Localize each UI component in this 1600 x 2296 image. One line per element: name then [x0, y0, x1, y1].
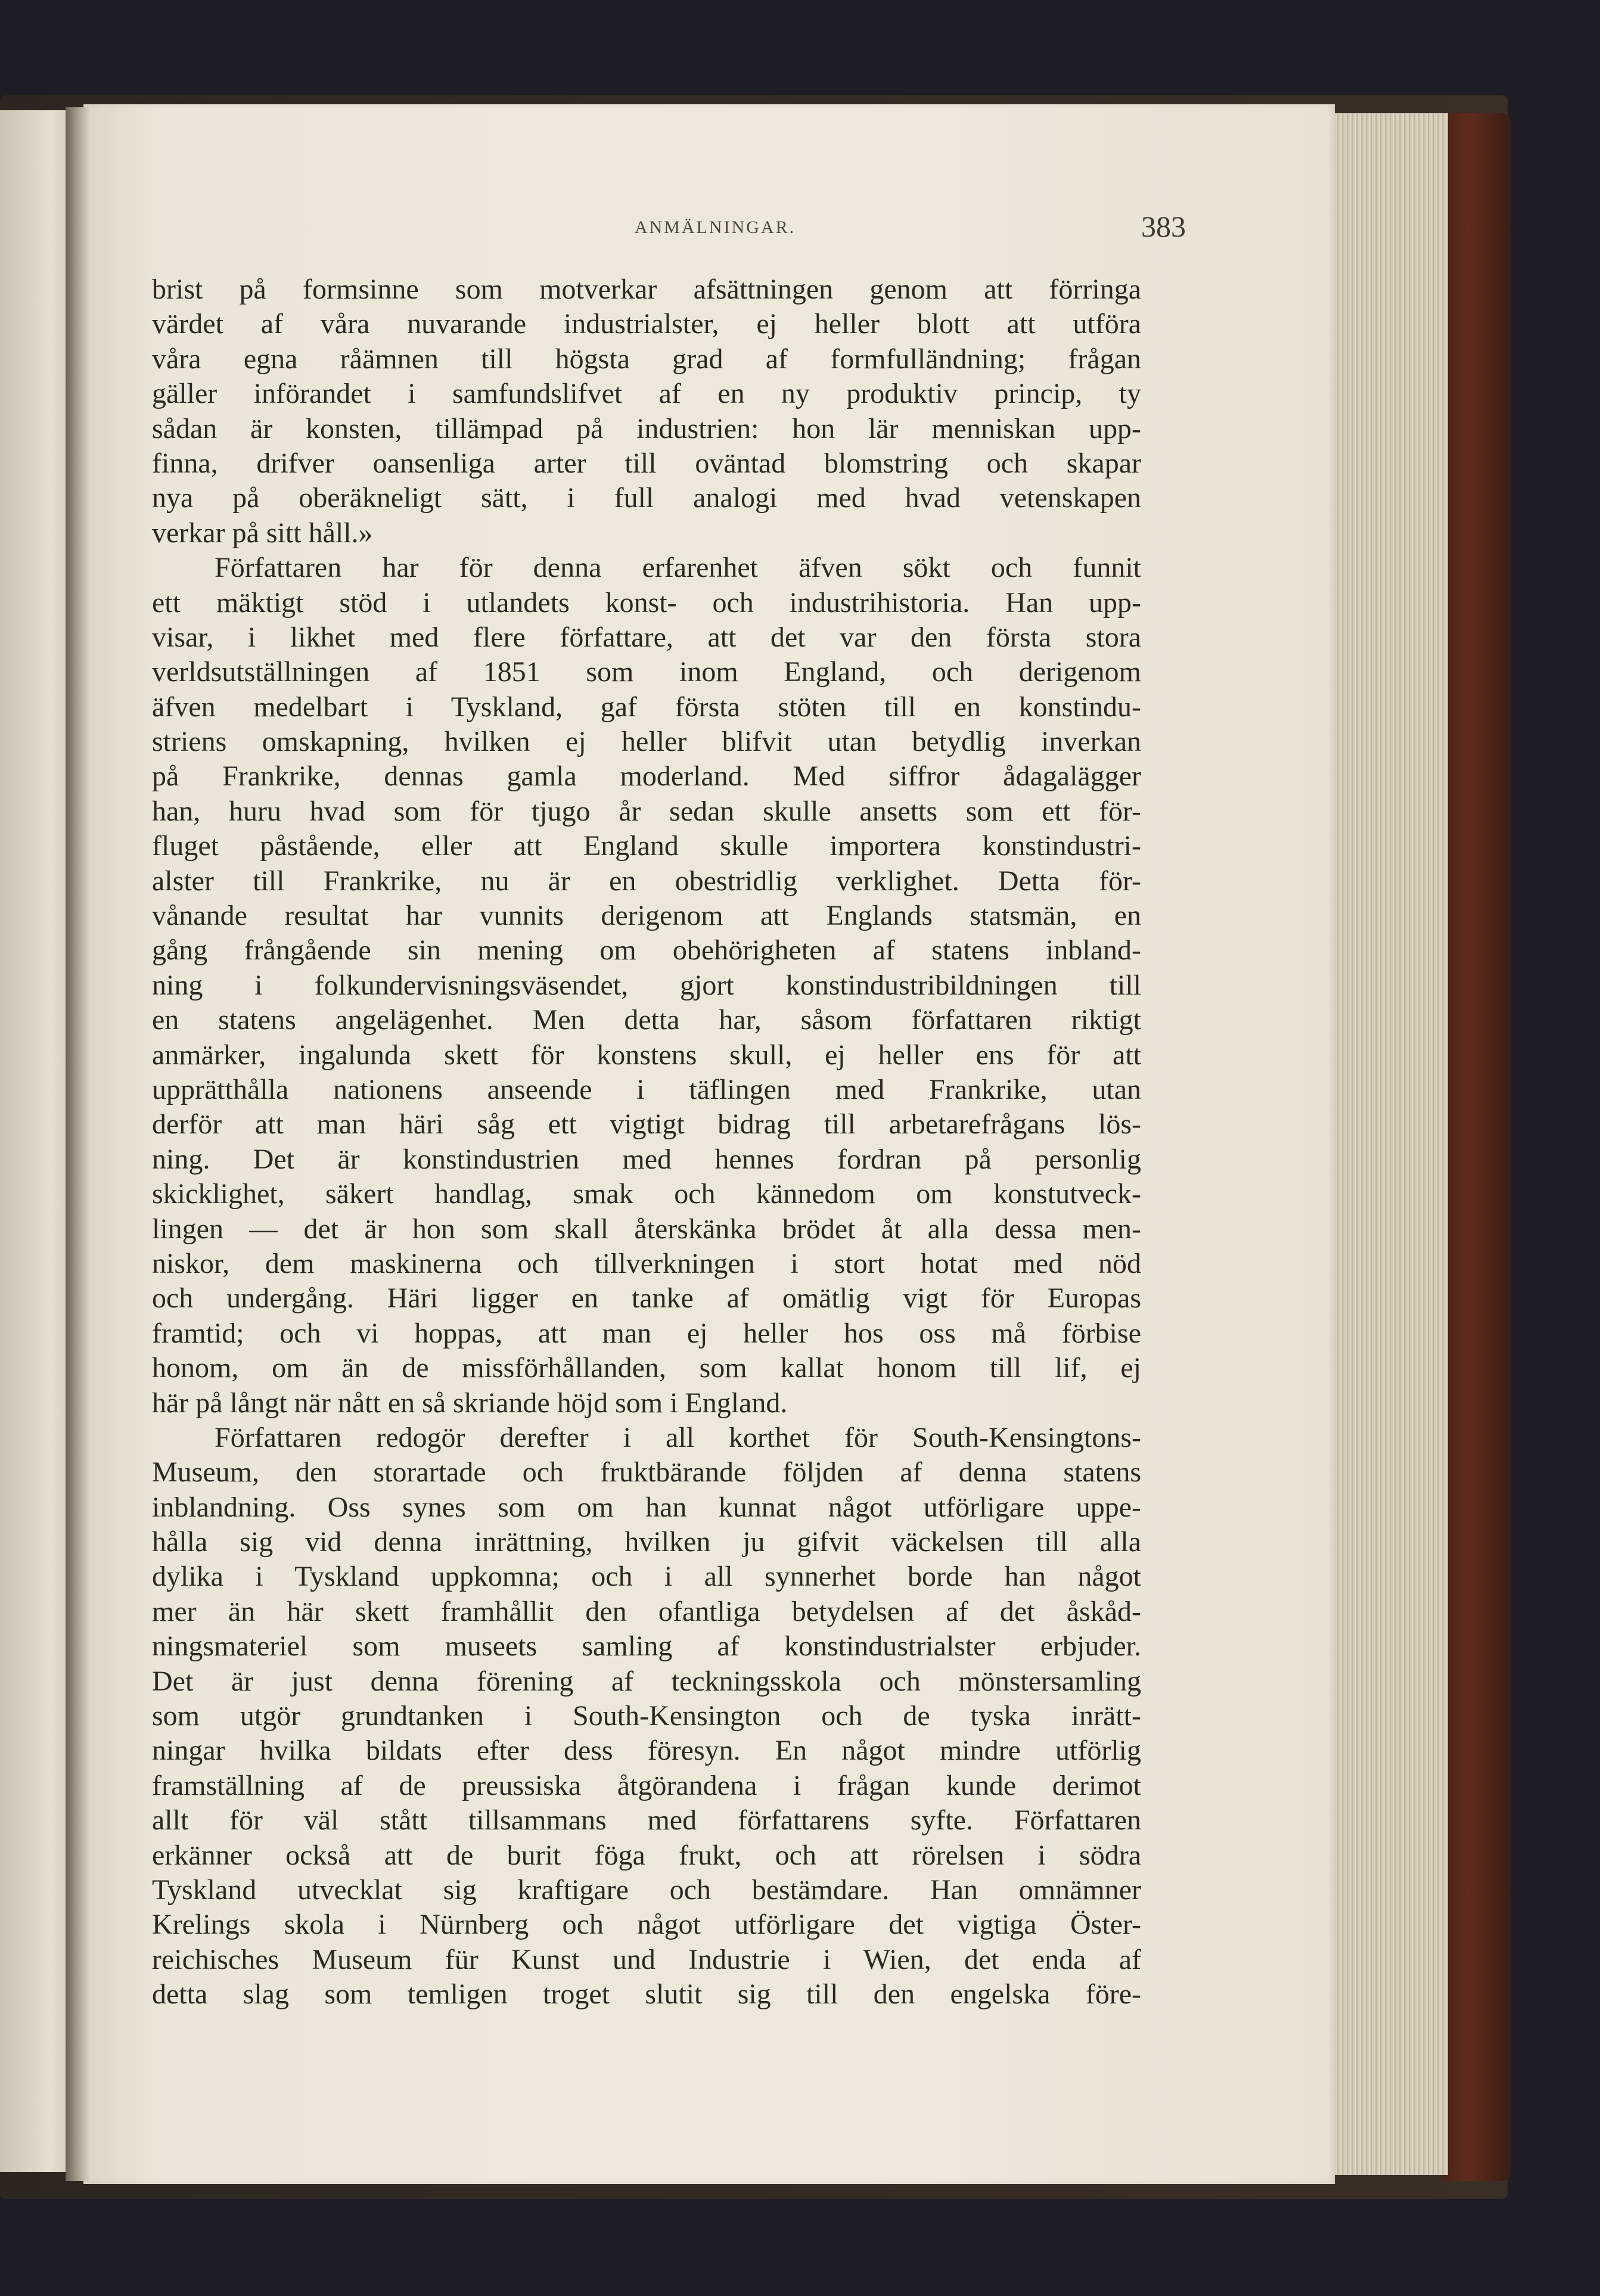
- facing-page-edge: [0, 110, 72, 2172]
- text-line: en statens angelägenhet. Men detta har, såsom författaren riktigt: [152, 1004, 1141, 1036]
- page-number: 383: [1141, 210, 1186, 243]
- text-line: anmärker, ingalunda skett för konstens skull, ej heller ens för att: [152, 1039, 1141, 1071]
- text-line: här på långt när nått en så skriande höjd som i England.: [152, 1387, 788, 1419]
- text-line: ningsmateriel som museets samling af konstindustrialster erbjuder.: [152, 1630, 1141, 1663]
- text-line: derför att man häri såg ett vigtigt bidrag till arbetarefrågans lös-: [152, 1108, 1141, 1141]
- text-line: äfven medelbart i Tyskland, gaf första stöten till en konstindu-: [152, 691, 1141, 723]
- text-line: brist på formsinne som motverkar afsättningen genom att förringa: [152, 274, 1141, 305]
- text-line: reichisches Museum für Kunst und Industrie i Wien, det enda af: [152, 1943, 1141, 1975]
- text-line: och undergång. Häri ligger en tanke af omätlig vigt för Europas: [152, 1282, 1141, 1315]
- text-line: våra egna råämnen till högsta grad af formfulländning; frågan: [152, 343, 1141, 375]
- text-line: framställning af de preussiska åtgörandena i frågan kunde derimot: [152, 1769, 1141, 1801]
- text-line: Krelings skola i Nürnberg och något utförligare det vigtiga Öster-: [152, 1909, 1141, 1941]
- text-line: upprätthålla nationens anseende i täflingen med Frankrike, utan: [152, 1073, 1141, 1105]
- text-line: ning. Det är konstindustrien med hennes fordran på personlig: [152, 1143, 1141, 1175]
- text-line: dylika i Tyskland uppkomna; och i all synnerhet borde han något: [152, 1561, 1141, 1593]
- text-line: inblandning. Oss synes som om han kunnat något utförligare uppe-: [152, 1491, 1141, 1523]
- text-line: nya på oberäkneligt sätt, i full analogi med hvad vetenskapen: [152, 482, 1141, 514]
- text-line: vånande resultat har vunnits derigenom att Englands statsmän, en: [152, 900, 1141, 932]
- text-line: värdet af våra nuvarande industrialster, ej heller blott att utföra: [152, 308, 1141, 340]
- text-line: striens omskapning, hvilken ej heller blifvit utan betydlig inverkan: [152, 726, 1141, 758]
- text-line: fluget påstående, eller att England skulle importera konstindustri-: [152, 830, 1141, 862]
- text-line: ett mäktigt stöd i utlandets konst- och industrihistoria. Han upp-: [152, 586, 1141, 619]
- text-line: detta slag som temligen troget slutit sig till den engelska före-: [152, 1978, 1141, 2011]
- book-cover-edge: [1442, 113, 1511, 2181]
- text-line: mer än här skett framhållit den ofantliga betydelsen af det åskåd-: [152, 1595, 1141, 1627]
- text-line: på Frankrike, dennas gamla moderland. Med siffror ådagalägger: [152, 760, 1141, 793]
- text-line: skicklighet, säkert handlag, smak och kännedom om konstutveck-: [152, 1178, 1141, 1210]
- text-line: framtid; och vi hoppas, att man ej heller hos oss må förbise: [152, 1317, 1141, 1349]
- text-line: Museum, den storartade och fruktbärande följden af denna statens: [152, 1456, 1141, 1489]
- text-line: hålla sig vid denna inrättning, hvilken ju gifvit väckelsen till alla: [152, 1526, 1141, 1558]
- text-line: han, huru hvad som för tjugo år sedan skulle ansetts som ett för-: [152, 795, 1141, 827]
- text-line: Det är just denna förening af teckningsskola och mönstersamling: [152, 1665, 1141, 1697]
- text-line: visar, i likhet med flere författare, att det var den första stora: [152, 621, 1141, 653]
- text-line: Tyskland utvecklat sig kraftigare och bestämdare. Han omnämner: [152, 1874, 1141, 1906]
- paragraph-start: Författaren redogör derefter i all korthet för South-Kensingtons-: [215, 1421, 1141, 1453]
- page-header: [83, 210, 1335, 253]
- text-line: niskor, dem maskinerna och tillverkningen i stort hotat med nöd: [152, 1247, 1141, 1279]
- body-text: [152, 272, 1141, 2012]
- text-line: gäller införandet i samfundslifvet af en ny produktiv princip, ty: [152, 378, 1141, 410]
- text-line: honom, om än de missförhållanden, som kallat honom till lif, ej: [152, 1352, 1141, 1384]
- text-line: som utgör grundtanken i South-Kensington och de tyska inrätt-: [152, 1700, 1141, 1732]
- text-line: gång frångående sin mening om obehörigheten af statens inbland-: [152, 934, 1141, 967]
- text-line: ning i folkundervisningsväsendet, gjort konstindustribildningen till: [152, 969, 1141, 1001]
- text-line: verkar på sitt håll.»: [152, 517, 373, 549]
- page-gutter: [66, 107, 89, 2181]
- running-title: ANMÄLNINGAR.: [634, 218, 796, 237]
- page-stack-edge: [1335, 113, 1448, 2175]
- text-line: erkänner också att de burit föga frukt, och att rörelsen i södra: [152, 1839, 1141, 1871]
- text-line: finna, drifver oansenliga arter till oväntad blomstring och skapar: [152, 447, 1141, 479]
- text-line: verldsutställningen af 1851 som inom England, och derigenom: [152, 656, 1141, 688]
- text-line: allt för väl stått tillsammans med författarens syfte. Författaren: [152, 1804, 1141, 1837]
- paragraph-start: Författaren har för denna erfarenhet äfven sökt och funnit: [215, 552, 1141, 584]
- text-line: lingen — det är hon som skall återskänka brödet åt alla dessa men-: [152, 1213, 1141, 1245]
- text-line: ningar hvilka bildats efter dess föresyn. En något mindre utförlig: [152, 1735, 1141, 1767]
- text-line: alster till Frankrike, nu är en obestridlig verklighet. Detta för-: [152, 865, 1141, 897]
- text-line: sådan är konsten, tillämpad på industrien: hon lär menniskan upp-: [152, 412, 1141, 445]
